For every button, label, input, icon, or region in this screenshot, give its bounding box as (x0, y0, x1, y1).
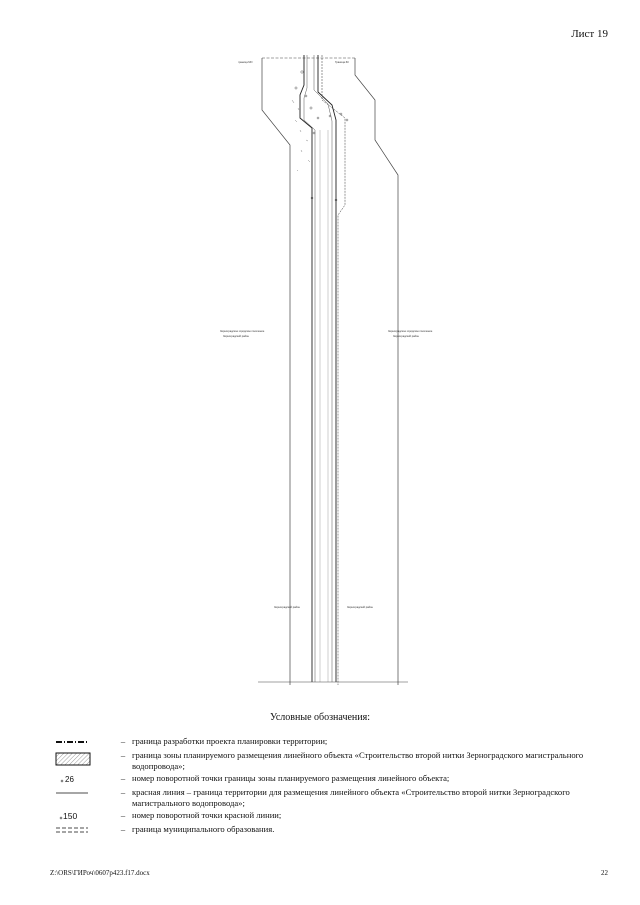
red-line-point-label: 150 (63, 811, 78, 821)
drawing-label: Зерноградское городское поселение (388, 330, 433, 333)
point-cluster (295, 71, 348, 201)
legend-item (54, 810, 584, 823)
hatched-rectangle-icon (54, 750, 114, 772)
pipeline-right-line (318, 55, 336, 682)
dash-dot-line-icon (54, 736, 114, 749)
legend-text: номер поворотной точки красной линии; (132, 810, 282, 820)
double-dashed-line-icon (54, 824, 114, 837)
legend-dash: – (120, 810, 126, 820)
pipeline-left-line (300, 55, 312, 682)
point-number-icon (54, 773, 114, 786)
sheet-label: Лист 19 (571, 28, 608, 40)
legend-item (54, 773, 584, 786)
legend-text: граница муниципального образования. (132, 824, 275, 834)
point-number-label: 26 (65, 775, 74, 784)
legend-dash: – (120, 750, 126, 760)
legend-text: красная линия – граница территории для размещения линейного объекта «Строительство второй нитки Зерноградского магистрального водопровода»; (132, 787, 570, 808)
legend-text: граница зоны планируемого размещения линейного объекта «Строительство второй нитки Зерноградского магистрального водопровода»; (132, 750, 584, 771)
drawing-label: Зерноградский район (274, 606, 300, 609)
legend-dash: – (120, 824, 126, 834)
thin-line-icon (54, 787, 114, 809)
zone-inner-right (314, 55, 332, 682)
legend (54, 736, 584, 838)
legend-text: граница разработки проекта планировки территории; (132, 736, 328, 746)
zone-inner-left (304, 55, 315, 682)
drawing-label: Зерноградский район (393, 335, 419, 338)
project-boundary-right (355, 58, 398, 685)
footer-file-path: Z:\ORS\ГИРоч\0607p423.f17.docx (50, 869, 150, 877)
legend-item (54, 736, 584, 749)
lot-dots (292, 100, 310, 171)
legend-text: номер поворотной точки границы зоны планируемого размещения линейного объекта; (132, 773, 450, 783)
legend-item (54, 750, 584, 772)
legend-title: Условные обозначения: (269, 712, 370, 723)
red-line-point-icon (54, 810, 114, 823)
drawing-label: Зерноградский район (223, 335, 249, 338)
drawing-label: Зерноградский район (347, 606, 373, 609)
project-boundary-left (262, 58, 290, 685)
legend-item (54, 824, 584, 837)
municipal-boundary (322, 55, 345, 685)
footer-page-number: 22 (601, 869, 608, 877)
drawing-label: Зерноградское городское поселение (220, 330, 265, 333)
legend-dash: – (120, 787, 126, 797)
legend-dash: – (120, 773, 126, 783)
drawing-label: граница МО (238, 61, 253, 64)
legend-item (54, 787, 584, 809)
legend-dash: – (120, 736, 126, 746)
drawing-label: Граница ЗК (335, 61, 349, 64)
